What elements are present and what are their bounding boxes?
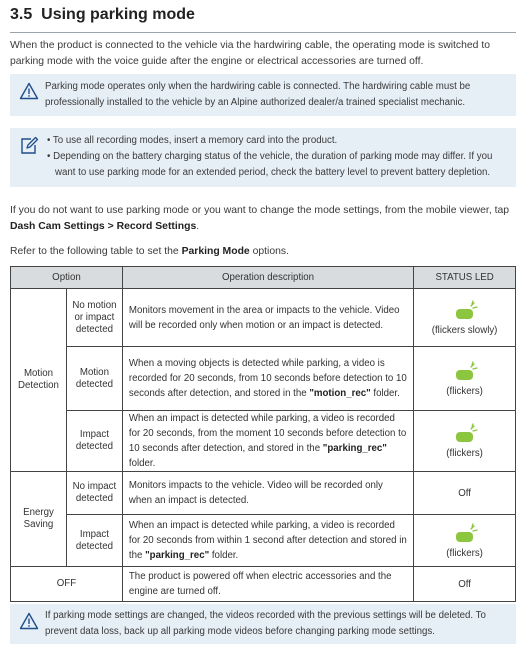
warning-box — [10, 74, 516, 116]
group-off: OFF — [11, 567, 123, 602]
bottom-warning-text: If parking mode settings are changed, the videos recorded with the previous settings will be deleted. To prevent data loss, back up all parking mode videos before changing parking mode settings. — [45, 610, 486, 637]
suboption-cell: Impact detected — [66, 515, 122, 567]
table-row — [11, 347, 516, 411]
green-led-icon — [449, 523, 481, 545]
led-status-text: Off — [458, 487, 471, 499]
intro-paragraph: When the product is connected to the vehicle via the hardwiring cable, the operating mode is switched to parking mode with the voice guide after the engine or electrical accessories are turned off. — [10, 40, 490, 67]
description-cell: Monitors movement in the area or impacts to the vehicle. Video will be recorded only when motion or an impact is detected. — [122, 289, 413, 347]
description-cell: When a moving objects is detected while parking, a video is recorded for 20 seconds, from 10 seconds before detection to 10 seconds after detection, and stored in the "motion_rec" folder. — [122, 347, 413, 411]
suboption-cell: Impact detected — [66, 411, 122, 472]
header-description: Operation description — [122, 267, 413, 289]
led-cell — [414, 411, 516, 472]
parking-mode-table — [10, 266, 516, 602]
led-status-text: Off — [458, 578, 471, 590]
note-pencil-icon — [19, 136, 39, 156]
note-item: • Depending on the battery charging status of the vehicle, the duration of parking mode may differ. If you want to use parking mode for an extended period, check the battery level to prevent battery depletion. — [47, 151, 493, 178]
green-led-icon — [449, 423, 481, 445]
led-cell — [414, 347, 516, 411]
note-box — [10, 128, 516, 187]
led-cell — [414, 515, 516, 567]
description-cell: When an impact is detected while parking, a video is recorded for 20 seconds, from the moment 10 seconds before detection to 10 seconds after detection, and stored in the "parking_rec" folder. — [122, 411, 413, 472]
led-status-text: (flickers) — [446, 385, 483, 397]
menu-path-dash-cam-settings: Dash Cam Settings — [10, 221, 105, 232]
description-cell: Monitors impacts to the vehicle. Video will be recorded only when an impact is detected. — [122, 472, 413, 515]
led-status-text: (flickers slowly) — [431, 324, 498, 336]
page-title — [10, 6, 195, 24]
led-cell — [414, 567, 516, 602]
description-cell: The product is powered off when electric accessories and the engine are turned off. — [122, 567, 413, 602]
settings-paragraph: If you do not want to use parking mode or you want to change the mode settings, from the mobile viewer, tap Dash Cam Settings > Record Settings. — [10, 205, 510, 232]
table-row — [11, 567, 516, 602]
group-energy-saving: Energy Saving — [11, 472, 67, 567]
table-header-row — [11, 267, 516, 289]
table-row — [11, 411, 516, 472]
suboption-cell: Motion detected — [66, 347, 122, 411]
bottom-warning-box — [10, 604, 516, 644]
section-title: Using parking mode — [41, 6, 195, 23]
header-status-led: STATUS LED — [414, 267, 516, 289]
table-row — [11, 515, 516, 567]
led-cell — [414, 289, 516, 347]
warning-icon — [19, 82, 39, 100]
table-row — [11, 289, 516, 347]
green-led-icon — [449, 300, 481, 322]
green-led-icon — [449, 361, 481, 383]
header-option: Option — [11, 267, 123, 289]
suboption-cell: No impact detected — [66, 472, 122, 515]
led-cell — [414, 472, 516, 515]
menu-path-record-settings: Record Settings — [116, 221, 197, 232]
warning-icon — [19, 612, 39, 630]
description-cell: When an impact is detected while parking, a video is recorded for 20 seconds from within 1 second after detection and stored in the "parking_rec" folder. — [122, 515, 413, 567]
note-item: • To use all recording modes, insert a memory card into the product. — [47, 135, 338, 146]
note-list — [47, 133, 506, 181]
section-header — [10, 6, 516, 33]
suboption-cell: No motion or impact detected — [66, 289, 122, 347]
led-status-text: (flickers) — [446, 547, 483, 559]
table-row — [11, 472, 516, 515]
section-number: 3.5 — [10, 6, 33, 23]
warning-text: Parking mode operates only when the hardwiring cable is connected. The hardwiring cable must be professionally installed to the vehicle by an Alpine authorized dealer/a trained specialist mechanic. — [45, 81, 471, 108]
led-status-text: (flickers) — [446, 448, 483, 459]
group-motion-detection: Motion Detection — [11, 289, 67, 472]
refer-paragraph: Refer to the following table to set the Parking Mode options. — [10, 246, 289, 257]
